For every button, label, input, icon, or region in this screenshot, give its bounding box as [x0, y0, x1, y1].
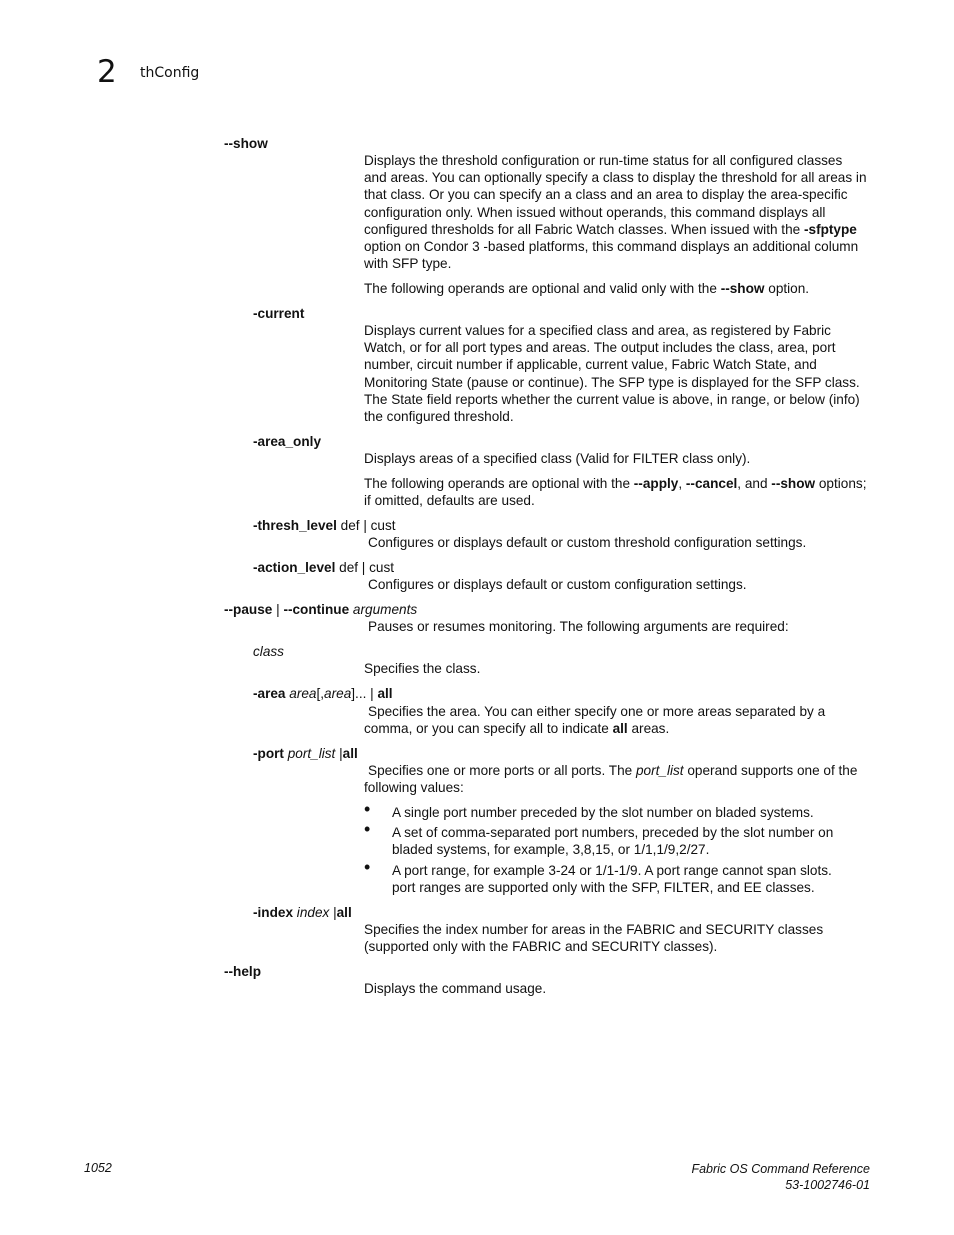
bullet-icon: •: [364, 819, 371, 840]
argument-class: class: [253, 644, 284, 659]
bullet-icon: •: [364, 799, 371, 819]
show-description: Displays the threshold configuration or run-time status for all configured classes and areas. You can optionally specify a class to display the threshold for all areas in that class. Or you can specify an a class and an area to display the area-specific configuration only. When issued without operands, this command displays all configured thresholds for all Fabric Watch classes. When issued with the -sfptype option on Condor 3 -based platforms, this command displays an additional column with SFP type.: [364, 153, 867, 272]
area-only-note: The following operands are optional with the --apply, --cancel, and --show options; if omitted, defaults are used.: [364, 476, 867, 509]
page-number: 1052: [84, 1161, 112, 1175]
area-description: Specifies the area. You can either specify one or more areas separated by a comma, or you can specify all to indicate all areas.: [364, 704, 826, 737]
option-area-only: -area_only: [253, 434, 322, 449]
option-pause-continue: --pause | --continue arguments: [224, 602, 418, 617]
class-description: Specifies the class.: [364, 661, 481, 676]
option-current: -current: [253, 306, 305, 321]
running-header-title: thConfig: [140, 65, 200, 81]
show-note: The following operands are optional and valid only with the --show option.: [364, 281, 810, 296]
option-show: --show: [224, 136, 268, 151]
area-only-description: Displays areas of a specified class (Valid for FILTER class only).: [364, 451, 751, 466]
pause-description: Pauses or resumes monitoring. The following arguments are required:: [368, 619, 789, 634]
option-thresh-level: -thresh_level def | cust: [253, 518, 396, 533]
list-item: • A single port number preceded by the slot number on bladed systems.: [364, 799, 814, 820]
list-item: • A set of comma-separated port numbers, preceded by the slot number on bladed systems, for example, 3,8,15, or 1/1,1/9,2/27.: [364, 819, 834, 858]
bullet-icon: •: [364, 856, 371, 877]
option-port: -port port_list |all: [253, 746, 358, 761]
action-level-description: Configures or displays default or custom configuration settings.: [368, 577, 747, 592]
list-item: • A port range, for example 3-24 or 1/1-1/9. A port range cannot span slots. port ranges are supported only with the SFP, FILTER, and EE classes.: [364, 856, 832, 895]
footer-doc-info: [691, 1161, 870, 1193]
option-area: -area area[,area]... | all: [253, 686, 393, 701]
thresh-level-description: Configures or displays default or custom threshold configuration settings.: [368, 535, 807, 550]
port-values-list: [364, 799, 854, 899]
port-description: Specifies one or more ports or all ports. The port_list operand supports one of the following values:: [364, 763, 858, 796]
option-help: --help: [224, 964, 261, 979]
help-description: Displays the command usage.: [364, 981, 547, 996]
option-index: -index index |all: [253, 905, 352, 920]
footer-doc-title: Fabric OS Command Reference: [691, 1162, 870, 1176]
chapter-number: 2: [97, 54, 117, 90]
footer-doc-number: 53-1002746-01: [785, 1178, 870, 1192]
index-description: Specifies the index number for areas in the FABRIC and SECURITY classes (supported only with the FABRIC and SECURITY classes).: [364, 922, 824, 955]
option-action-level: -action_level def | cust: [253, 560, 395, 575]
current-description: Displays current values for a specified class and area, as registered by Fabric Watch, or for all port types and areas. The output includes the class, area, port number, circuit number if applicable, current value, Fabric Watch State, and Monitoring State (pause or continue). The SFP type is displayed for the SFP class. The State field reports whether the current value is above, in range, or below (info) the configured threshold.: [364, 323, 860, 425]
